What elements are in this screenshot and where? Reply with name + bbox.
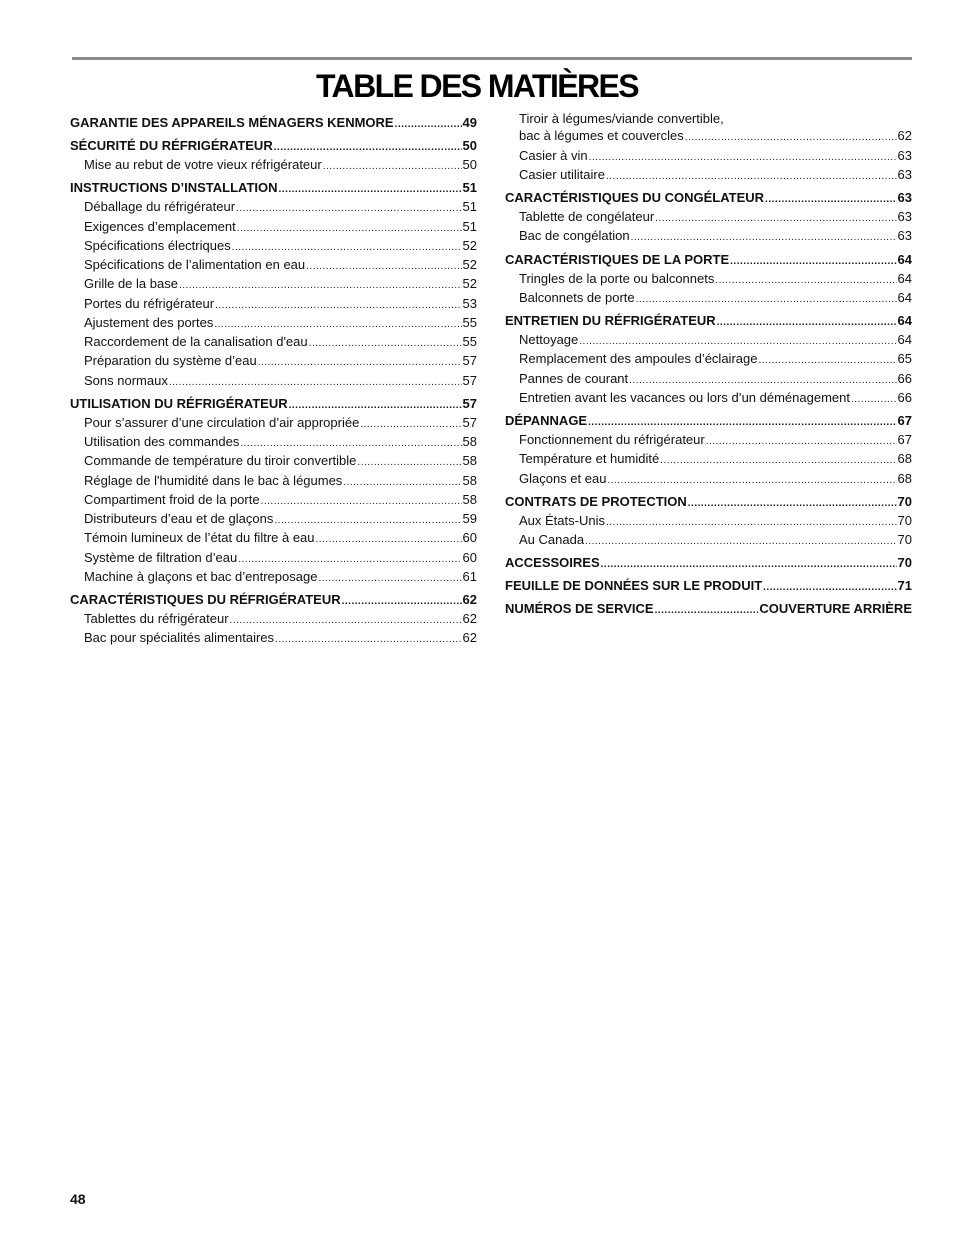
toc-leader-dots (607, 472, 896, 489)
toc-page-number: 57 (462, 372, 477, 388)
toc-leader-dots (318, 570, 461, 587)
toc-leader-dots (275, 631, 461, 648)
toc-entry-systeme-de-filtration-d-eau[interactable] (70, 549, 477, 568)
toc-leader-dots (238, 551, 461, 568)
toc-leader-dots (179, 277, 462, 294)
toc-page-number: 51 (462, 180, 477, 196)
toc-leader-dots (230, 612, 462, 629)
toc-entry-exigences-d-emplacement[interactable] (70, 218, 477, 237)
toc-page-number: 63 (897, 190, 912, 205)
toc-right-column (505, 110, 912, 619)
toc-label: Glaçons et eau (519, 470, 607, 486)
toc-section-securite-du-refrigerateur[interactable] (70, 137, 477, 156)
toc-section-entretien-du-refrigerateur[interactable] (505, 312, 912, 331)
toc-leader-dots (688, 495, 897, 512)
toc-entry-tablettes-du-refrigerateur[interactable] (70, 610, 477, 629)
toc-leader-dots (215, 297, 461, 314)
toc-page-number: 58 (462, 491, 477, 507)
toc-leader-dots (655, 210, 896, 227)
toc-leader-dots (261, 493, 462, 510)
toc-left-column (70, 110, 477, 649)
toc-label: INSTRUCTIONS D’INSTALLATION (70, 180, 278, 196)
toc-entry-bac-a-legumes-et-couvercles[interactable] (505, 127, 912, 146)
toc-section-feuille-de-donnees-sur-le-produit[interactable] (505, 577, 912, 596)
toc-entry-specifications-de-l-alimentation-en-eau[interactable] (70, 256, 477, 275)
toc-page-number: 52 (462, 237, 477, 253)
toc-page-number: 64 (897, 313, 912, 328)
toc-entry-machine-a-glacons-et-bac-d-entreposage[interactable] (70, 568, 477, 587)
toc-label: Tablettes du réfrigérateur (84, 611, 229, 626)
toc-page-number: 53 (462, 295, 477, 311)
toc-entry-bac-de-congelation[interactable] (505, 227, 912, 246)
toc-entry-balconnets-de-porte[interactable] (505, 289, 912, 308)
toc-label: ENTRETIEN DU RÉFRIGÉRATEUR (505, 313, 716, 328)
toc-page-number: 52 (462, 276, 477, 292)
toc-leader-dots (395, 116, 462, 133)
toc-entry-portes-du-refrigerateur[interactable] (70, 295, 477, 314)
toc-leader-dots (601, 556, 897, 573)
toc-page-number: 71 (897, 578, 912, 594)
toc-entry-distributeurs-d-eau-et-de-glacons[interactable] (70, 510, 477, 529)
toc-leader-dots (585, 533, 896, 550)
toc-label: Remplacement des ampoules d’éclairage (519, 351, 758, 367)
toc-section-caracteristiques-de-la-porte[interactable] (505, 251, 912, 270)
toc-label: DÉPANNAGE (505, 413, 588, 428)
toc-entry-entretien-avant-les-vacances-ou-lors-d-u[interactable] (505, 389, 912, 408)
toc-page-number: 55 (462, 314, 477, 330)
toc-entry-reglage-de-l-humidite-dans-le-bac-a-legu[interactable] (70, 472, 477, 491)
toc-section-numeros-de-service[interactable] (505, 600, 912, 619)
toc-entry-grille-de-la-base[interactable] (70, 275, 477, 294)
toc-leader-dots (309, 335, 462, 352)
toc-leader-dots (715, 272, 896, 289)
toc-label: Compartiment froid de la porte (84, 491, 260, 507)
toc-label: Entretien avant les vacances ou lors d’un déménagement (519, 389, 850, 405)
toc-section-depannage[interactable] (505, 412, 912, 431)
toc-entry-tiroir-a-legumes-viande-convertible[interactable]: Tiroir à légumes/viande convertible, (519, 111, 724, 126)
toc-entry-fonctionnement-du-refrigerateur[interactable] (505, 431, 912, 450)
toc-label: Spécifications de l’alimentation en eau (84, 257, 306, 272)
toc-leader-dots (342, 593, 462, 610)
toc-section-instructions-d-installation[interactable] (70, 179, 477, 198)
toc-page-number: 57 (462, 414, 477, 430)
toc-leader-dots (706, 433, 897, 450)
toc-label: Mise au rebut de votre vieux réfrigérateur (84, 157, 322, 172)
toc-entry-mise-au-rebut-de-votre-vieux-refrigerate[interactable] (70, 156, 477, 175)
toc-leader-dots (629, 372, 896, 389)
toc-page-number: 60 (462, 530, 477, 546)
toc-page-number: 70 (897, 493, 912, 509)
toc-page-number: 63 (897, 209, 912, 224)
toc-entry-casier-utilitaire[interactable] (505, 166, 912, 185)
toc-leader-dots (236, 200, 461, 217)
toc-label: ACCESSOIRES (505, 555, 600, 571)
toc-label: Nettoyage (519, 332, 579, 347)
toc-entry-au-canada[interactable] (505, 531, 912, 550)
toc-label: NUMÉROS DE SERVICE (505, 601, 654, 617)
toc-page-number: 51 (462, 218, 477, 234)
toc-leader-dots (323, 158, 462, 175)
toc-label: Réglage de l'humidité dans le bac à légumes (84, 472, 343, 488)
toc-leader-dots (589, 149, 897, 166)
toc-page-number: 63 (897, 147, 912, 163)
toc-label: Témoin lumineux de l’état du filtre à eau (84, 530, 315, 546)
toc-leader-dots (258, 354, 462, 371)
toc-section-accessoires[interactable] (505, 554, 912, 573)
toc-page-number: 65 (897, 351, 912, 367)
toc-leader-dots (851, 391, 897, 408)
toc-section-garantie-des-appareils-menagers-kenmore[interactable] (70, 114, 477, 133)
toc-entry-pannes-de-courant[interactable] (505, 370, 912, 389)
toc-label: SÉCURITÉ DU RÉFRIGÉRATEUR (70, 138, 273, 153)
toc-page-number: 67 (897, 413, 912, 428)
page-title: TABLE DES MATIÈRES (315, 68, 639, 104)
toc-entry-preparation-du-systeme-d-eau[interactable] (70, 352, 477, 371)
toc-label: Machine à glaçons et bac d’entreposage (84, 568, 318, 584)
toc-label: Bac pour spécialités alimentaires (84, 630, 275, 646)
toc-leader-dots (343, 474, 461, 491)
toc-entry-tablette-de-congelateur[interactable] (505, 208, 912, 227)
toc-entry-deballage-du-refrigerateur[interactable] (70, 198, 477, 217)
toc-page-number: 63 (897, 228, 912, 244)
toc-page-number: 55 (462, 334, 477, 349)
toc-label: UTILISATION DU RÉFRIGÉRATEUR (70, 395, 288, 411)
toc-section-caracteristiques-du-refrigerateur[interactable] (70, 591, 477, 610)
toc-page-number: 58 (462, 453, 477, 469)
toc-leader-dots (660, 452, 896, 469)
toc-page-number: 68 (897, 451, 912, 467)
toc-page-number: 70 (897, 555, 912, 571)
toc-page-number: 58 (462, 434, 477, 449)
toc-page-number: 62 (462, 592, 477, 607)
toc-label: Ajustement des portes (84, 314, 214, 330)
toc-label: Spécifications électriques (84, 237, 231, 253)
toc-page-number: 63 (897, 166, 912, 182)
toc-entry-temperature-et-humidite[interactable] (505, 450, 912, 469)
toc-label: Casier utilitaire (519, 166, 605, 182)
toc-label: bac à légumes et couvercles (519, 128, 684, 144)
toc-label: Distributeurs d’eau et de glaçons (84, 511, 274, 526)
toc-entry-commande-de-temperature-du-tiroir-conver[interactable] (70, 452, 477, 471)
page-number: 48 (70, 1191, 86, 1207)
toc-leader-dots (169, 374, 462, 391)
toc-leader-dots (306, 258, 461, 275)
toc-page-number: 49 (462, 115, 477, 130)
toc-page-number: 64 (897, 332, 912, 347)
toc-page-number: 64 (897, 289, 912, 305)
toc-entry-utilisation-des-commandes[interactable] (70, 433, 477, 452)
toc-page-number: 68 (897, 470, 912, 486)
toc-entry-ajustement-des-portes[interactable] (70, 314, 477, 333)
toc-leader-dots (279, 181, 462, 198)
toc-page-number: 62 (462, 630, 477, 646)
toc-entry-tringles-de-la-porte-ou-balconnets[interactable] (505, 270, 912, 289)
toc-entry-raccordement-de-la-canalisation-d-eau[interactable] (70, 333, 477, 352)
toc-entry-remplacement-des-ampoules-d-eclairage[interactable] (505, 350, 912, 369)
toc-page-number: 57 (462, 395, 477, 411)
toc-entry-sons-normaux[interactable] (70, 372, 477, 391)
toc-label: Déballage du réfrigérateur (84, 199, 236, 215)
toc-entry-pour-s-assurer-d-une-circulation-d-air-a[interactable] (70, 414, 477, 433)
toc-entry-glacons-et-eau[interactable] (505, 470, 912, 489)
toc-page-number: 57 (462, 353, 477, 369)
toc-label: Commande de température du tiroir convertible (84, 453, 357, 469)
toc-label: Pannes de courant (519, 370, 629, 386)
toc-label: Fonctionnement du réfrigérateur (519, 432, 705, 447)
toc-page-number: 50 (462, 157, 477, 172)
toc-label: GARANTIE DES APPAREILS MÉNAGERS KENMORE (70, 115, 394, 130)
toc-page-number: 64 (897, 270, 912, 286)
toc-leader-dots (758, 352, 896, 369)
toc-label: Portes du réfrigérateur (84, 295, 215, 311)
toc-page-number: 70 (897, 512, 912, 528)
toc-label: Raccordement de la canalisation d'eau (84, 334, 308, 349)
toc-entry-temoin-lumineux-de-l-etat-du-filtre-a-ea[interactable] (70, 529, 477, 548)
toc-label: Température et humidité (519, 451, 660, 467)
toc-label: Aux États-Unis (519, 512, 605, 528)
toc-entry-casier-a-vin[interactable] (505, 147, 912, 166)
toc-leader-dots (214, 316, 461, 333)
toc-section-utilisation-du-refrigerateur[interactable] (70, 395, 477, 414)
toc-label: Exigences d’emplacement (84, 218, 236, 234)
toc-label: Bac de congélation (519, 228, 630, 244)
toc-leader-dots (655, 602, 759, 619)
toc-page-number: 62 (462, 611, 477, 626)
toc-entry-specifications-electriques[interactable] (70, 237, 477, 256)
toc-page-number: 70 (897, 532, 912, 547)
toc-label: FEUILLE DE DONNÉES SUR LE PRODUIT (505, 578, 763, 594)
toc-label: Casier à vin (519, 147, 588, 163)
toc-page-number: 64 (897, 251, 912, 267)
toc-page-number: 66 (897, 370, 912, 386)
toc-label: Sons normaux (84, 372, 168, 388)
toc-leader-dots (685, 129, 897, 146)
toc-label: Tringles de la porte ou balconnets (519, 270, 715, 286)
toc-entry-compartiment-froid-de-la-porte[interactable] (70, 491, 477, 510)
toc-entry-bac-pour-specialites-alimentaires[interactable] (70, 629, 477, 648)
toc-page-number: 52 (462, 257, 477, 272)
toc-label: Système de filtration d’eau (84, 549, 238, 565)
toc-page-number: COUVERTURE ARRIÈRE (759, 601, 912, 617)
toc-page-number: 59 (462, 511, 477, 526)
toc-leader-dots (240, 435, 461, 452)
toc-page-number: 50 (462, 138, 477, 153)
toc-leader-dots (289, 397, 462, 414)
toc-leader-dots (606, 514, 897, 531)
toc-label: CARACTÉRISTIQUES DU CONGÉLATEUR (505, 190, 765, 205)
toc-label: Utilisation des commandes (84, 434, 240, 449)
toc-leader-dots (717, 314, 897, 331)
toc-leader-dots (636, 291, 897, 308)
toc-leader-dots (232, 239, 462, 256)
toc-leader-dots (357, 454, 461, 471)
toc-leader-dots (274, 512, 461, 529)
toc-page-number: 66 (897, 389, 912, 405)
toc-label: CARACTÉRISTIQUES DU RÉFRIGÉRATEUR (70, 592, 341, 607)
toc-label: Balconnets de porte (519, 289, 635, 305)
top-rule (72, 57, 912, 60)
toc-leader-dots (274, 139, 462, 156)
toc-leader-dots (730, 253, 896, 270)
toc-leader-dots (588, 414, 896, 431)
toc-label: CARACTÉRISTIQUES DE LA PORTE (505, 251, 730, 267)
toc-section-contrats-de-protection[interactable] (505, 493, 912, 512)
toc-label: Préparation du système d’eau (84, 353, 257, 369)
toc-entry-nettoyage[interactable] (505, 331, 912, 350)
toc-leader-dots (360, 416, 461, 433)
toc-page-number: 60 (462, 549, 477, 565)
toc-label: Au Canada (519, 532, 585, 547)
toc-page-number: 62 (897, 128, 912, 144)
toc-page-number: 61 (462, 568, 477, 584)
toc-leader-dots (316, 531, 462, 548)
toc-leader-dots (765, 191, 896, 208)
toc-label: Tablette de congélateur (519, 209, 655, 224)
toc-label: Grille de la base (84, 276, 178, 292)
toc-section-caracteristiques-du-congelateur[interactable] (505, 189, 912, 208)
toc-leader-dots (579, 333, 896, 350)
toc-leader-dots (606, 168, 897, 185)
toc-label: Pour s’assurer d’une circulation d’air appropriée (84, 414, 360, 430)
toc-page-number: 51 (462, 199, 477, 215)
toc-leader-dots (631, 229, 897, 246)
toc-leader-dots (763, 579, 896, 596)
toc-page-number: 58 (462, 472, 477, 488)
toc-label: CONTRATS DE PROTECTION (505, 493, 687, 509)
toc-leader-dots (237, 220, 462, 237)
toc-page-number: 67 (897, 432, 912, 447)
toc-entry-aux-etats-unis[interactable] (505, 512, 912, 531)
